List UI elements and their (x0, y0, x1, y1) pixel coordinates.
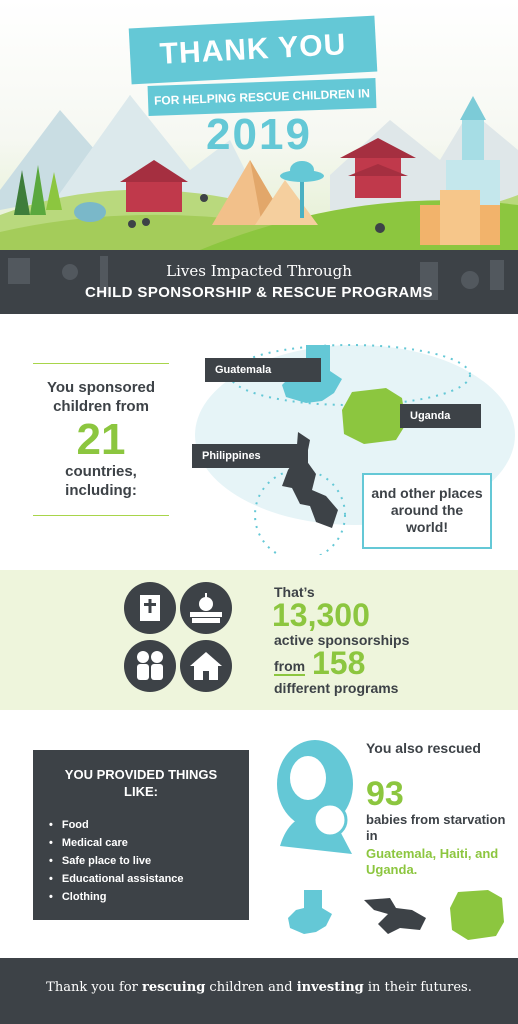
guatemala-silhouette-icon (284, 888, 340, 944)
rescued-lead: You also rescued (366, 740, 481, 756)
provided-list (49, 816, 184, 906)
sponsorships-label: active sponsorships (274, 632, 410, 648)
footer-bold: rescuing (142, 980, 206, 995)
list-item: • Clothing (49, 888, 184, 906)
bible-icon (124, 582, 176, 634)
list-item: • Medical care (49, 834, 184, 852)
footer (0, 958, 518, 1024)
school-icon (180, 640, 232, 692)
list-item: • Safe place to live (49, 852, 184, 870)
provided-box (33, 750, 249, 920)
other-places-box (362, 473, 492, 549)
footer-part: in their futures. (363, 980, 472, 995)
banner-pattern (0, 250, 518, 314)
list-item: • Educational assistance (49, 870, 184, 888)
children-icon (124, 640, 176, 692)
hero-illustration (0, 0, 518, 250)
label-philippines: Philippines (192, 444, 308, 468)
countries-tail: countries, including: (65, 463, 137, 499)
haiti-silhouette-icon (360, 894, 430, 938)
apple-books-icon (180, 582, 232, 634)
uganda-silhouette-icon (448, 888, 508, 944)
subtitle-ribbon: FOR HELPING RESCUE CHILDREN IN (148, 78, 377, 116)
divider-bottom (33, 515, 169, 516)
stats-lead: That’s (274, 584, 315, 600)
banner-line-1: Lives Impacted Through (166, 262, 352, 280)
countries-count: 21 (76, 415, 126, 464)
banner-line-2: CHILD SPONSORSHIP & RESCUE PROGRAMS (85, 284, 433, 301)
provided-heading: YOU PROVIDED THINGS LIKE: (64, 767, 218, 799)
footer-part: Thank you for (46, 980, 142, 995)
footer-bold: investing (296, 980, 364, 995)
footer-text (0, 980, 518, 995)
programs-label: different programs (274, 680, 399, 696)
rescued-count: 93 (366, 775, 404, 813)
countries-intro: You sponsored children from (46, 379, 156, 415)
rescued-places: Guatemala, Haiti, and Uganda. (366, 846, 499, 877)
sponsorships-count: 13,300 (272, 597, 370, 633)
stats-band (0, 570, 518, 710)
label-guatemala: Guatemala (205, 358, 321, 382)
footer-part: children and (205, 980, 297, 995)
divider-top (33, 363, 169, 364)
from-text: from (274, 658, 306, 674)
other-places-text: and other places around the world! (371, 485, 483, 535)
label-uganda: Uganda (400, 404, 481, 428)
rescued-desc: babies from starvation in (366, 812, 506, 843)
programs-count: 158 (312, 645, 366, 681)
mother-baby-icon (272, 736, 358, 856)
list-item: • Food (49, 816, 184, 834)
year-heading: 2019 (206, 110, 312, 159)
title-ribbon: THANK YOU (129, 16, 378, 85)
section-banner (0, 250, 518, 314)
